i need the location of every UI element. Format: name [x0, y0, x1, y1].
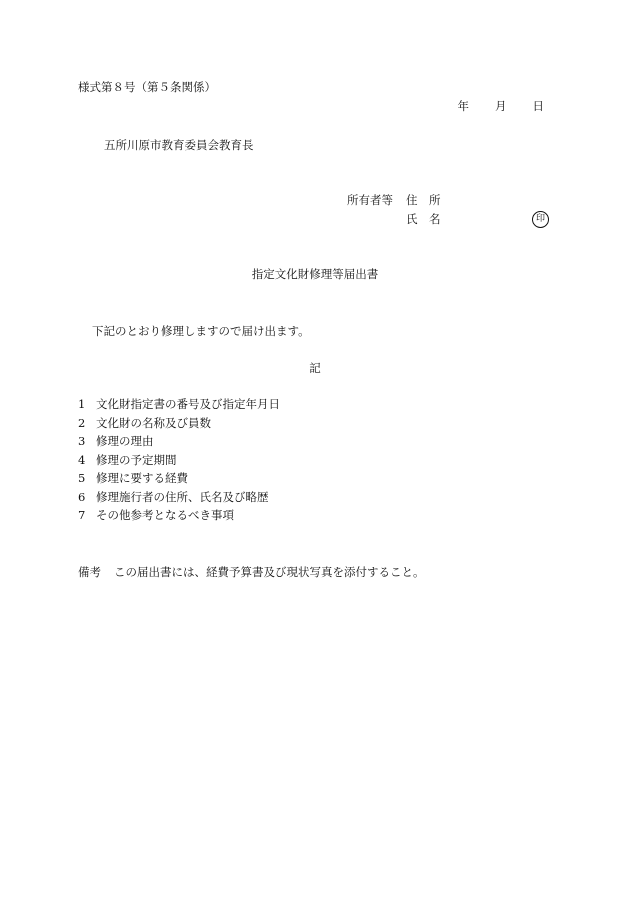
date-line	[458, 101, 545, 113]
item-number: 4	[78, 452, 86, 467]
item-text: 修理の予定期間	[96, 452, 177, 467]
owner-address-label: 住 所	[406, 193, 441, 207]
item-text: 修理施行者の住所、氏名及び略歴	[96, 489, 269, 504]
list-item	[78, 510, 280, 529]
document-title: 指定文化財修理等届出書	[251, 267, 379, 281]
owner-label: 所有者等	[347, 193, 393, 207]
list-item	[78, 399, 280, 418]
item-number: 3	[78, 434, 86, 448]
list-item	[78, 436, 280, 455]
list-item	[78, 473, 280, 492]
remark-label: 備考	[78, 565, 101, 579]
addressee: 五所川原市教育委員会教育長	[104, 138, 254, 152]
item-text: 文化財の名称及び員数	[96, 415, 211, 430]
form-number: 様式第８号（第５条関係）	[78, 80, 216, 94]
date-day: 日	[532, 99, 544, 113]
item-number: 5	[78, 471, 86, 485]
item-text: 文化財指定書の番号及び指定年月日	[96, 397, 280, 411]
item-text: その他参考となるべき事項	[96, 508, 234, 522]
seal-mark: 印	[532, 211, 549, 228]
owner-name-label: 氏 名	[406, 212, 441, 226]
remark	[78, 567, 425, 579]
item-text: 修理の理由	[96, 434, 154, 448]
intro-text: 下記のとおり修理しますので届け出ます。	[92, 324, 310, 338]
date-month: 月	[495, 99, 507, 113]
item-number: 6	[78, 489, 86, 504]
item-number: 7	[78, 508, 86, 522]
item-text: 修理に要する経費	[96, 471, 188, 485]
ki-heading: 記	[309, 361, 321, 375]
item-list	[78, 399, 280, 529]
item-number: 1	[78, 397, 86, 411]
remark-text: この届出書には、経費予算書及び現状写真を添付すること。	[114, 565, 425, 579]
date-year: 年	[457, 99, 469, 113]
item-number: 2	[78, 415, 86, 430]
